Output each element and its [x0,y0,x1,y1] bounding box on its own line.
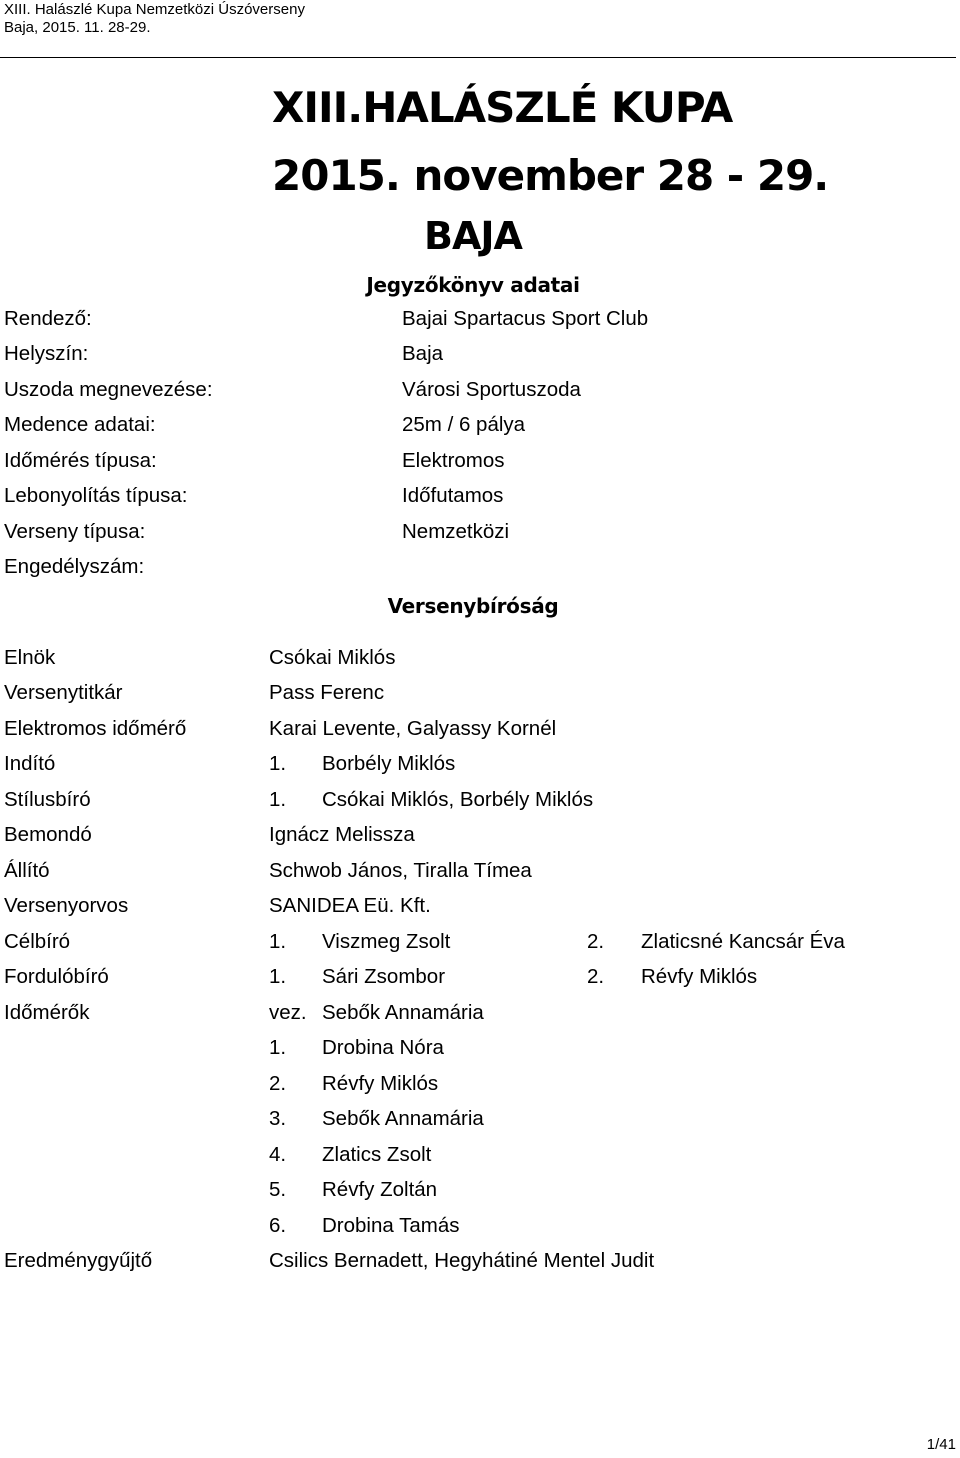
protocol-label: Engedélyszám: [4,555,145,578]
jury-value: Ignácz Melissza [269,823,415,846]
header-rule [0,57,956,58]
jury-value: Sári Zsombor [322,965,446,988]
jury-row-indito [0,749,960,779]
timekeeper-row [0,1069,960,1099]
jury-value: Sebők Annamária [322,1001,484,1024]
timekeeper-row [0,1175,960,1205]
jury-label: Indító [4,752,56,775]
jury-value: Pass Ferenc [269,681,385,704]
jury-heading: Versenybíróság [387,594,559,618]
jury-number: 1. [269,1036,287,1059]
protocol-value: Városi Sportuszoda [402,378,581,401]
jury-value: Csókai Miklós, Borbély Miklós [322,788,594,811]
jury-value: Borbély Miklós [322,752,456,775]
protocol-row-idomeres [0,446,960,476]
jury-number: 1. [269,752,287,775]
jury-row-allito [0,856,960,886]
jury-number: 6. [269,1214,287,1237]
jury-label: Elnök [4,646,56,669]
jury-label: Bemondó [4,823,92,846]
timekeeper-row [0,1140,960,1170]
page-number: 1/41 [926,1436,956,1453]
protocol-value: Nemzetközi [402,520,510,543]
protocol-value: Elektromos [402,449,505,472]
jury-value: Zlatics Zsolt [322,1143,432,1166]
jury-number: 3. [269,1107,287,1130]
jury-label: Elektromos időmérő [4,717,187,740]
jury-value: Csókai Miklós [269,646,396,669]
protocol-row-uszoda [0,375,960,405]
protocol-row-medence [0,410,960,440]
document-city: BAJA [424,214,522,258]
protocol-row-lebonyolitas [0,481,960,511]
timekeeper-row [0,1104,960,1134]
jury-number: 2. [587,930,605,953]
protocol-value: 25m / 6 pálya [402,413,526,436]
jury-number: 5. [269,1178,287,1201]
protocol-value: Időfutamos [402,484,504,507]
jury-value: Schwob János, Tiralla Tímea [269,859,532,882]
protocol-label: Verseny típusa: [4,520,146,543]
protocol-label: Uszoda megnevezése: [4,378,213,401]
jury-row-elnok [0,643,960,673]
jury-number: 2. [269,1072,287,1095]
jury-row-stilusbiro [0,785,960,815]
protocol-row-helyszin [0,339,960,369]
jury-value: Drobina Nóra [322,1036,444,1059]
jury-label: Eredménygyűjtő [4,1249,153,1272]
protocol-label: Helyszín: [4,342,89,365]
protocol-value: Bajai Spartacus Sport Club [402,307,649,330]
jury-value: Viszmeg Zsolt [322,930,451,953]
jury-label: Versenytitkár [4,681,123,704]
jury-label: Stílusbíró [4,788,91,811]
jury-value: Zlaticsné Kancsár Éva [641,930,845,953]
jury-number: vez. [269,1001,307,1024]
protocol-row-engedelyszam [0,552,960,582]
jury-number: 1. [269,930,287,953]
jury-label: Célbíró [4,930,71,953]
jury-row-eredmenygyujto [0,1246,960,1276]
jury-label: Versenyorvos [4,894,129,917]
jury-value: Csilics Bernadett, Hegyhátiné Mentel Judit [269,1249,655,1272]
jury-row-celbiro [0,927,960,957]
protocol-heading: Jegyzőkönyv adatai [366,273,580,297]
jury-value: Révfy Miklós [641,965,758,988]
jury-row-fordulobiro [0,962,960,992]
jury-label: Fordulóbíró [4,965,109,988]
jury-label: Időmérők [4,1001,90,1024]
jury-row-versenytitkar [0,678,960,708]
jury-value: Révfy Zoltán [322,1178,438,1201]
protocol-label: Rendező: [4,307,92,330]
jury-row-elektromos-idomero [0,714,960,744]
jury-row-idomerok [0,998,960,1028]
jury-value: Karai Levente, Galyassy Kornél [269,717,557,740]
jury-value: Drobina Tamás [322,1214,460,1237]
jury-row-bemondo [0,820,960,850]
protocol-value: Baja [402,342,444,365]
jury-number: 1. [269,965,287,988]
jury-number: 1. [269,788,287,811]
jury-value: Révfy Miklós [322,1072,439,1095]
running-header-title: XIII. Halászlé Kupa Nemzetközi Úszóverseny [4,1,305,18]
jury-label: Állító [4,859,50,882]
jury-value: Sebők Annamária [322,1107,484,1130]
protocol-label: Lebonyolítás típusa: [4,484,188,507]
running-header-date: Baja, 2015. 11. 28-29. [4,19,151,36]
protocol-row-verseny [0,517,960,547]
protocol-label: Időmérés típusa: [4,449,157,472]
jury-number: 2. [587,965,605,988]
jury-value: SANIDEA Eü. Kft. [269,894,431,917]
jury-number: 4. [269,1143,287,1166]
protocol-label: Medence adatai: [4,413,156,436]
protocol-row-rendezo [0,304,960,334]
document-title: XIII.HALÁSZLÉ KUPA [272,83,733,132]
jury-row-versenyorvos [0,891,960,921]
document-date: 2015. november 28 - 29. [272,151,829,200]
timekeeper-row [0,1033,960,1063]
timekeeper-row [0,1211,960,1241]
